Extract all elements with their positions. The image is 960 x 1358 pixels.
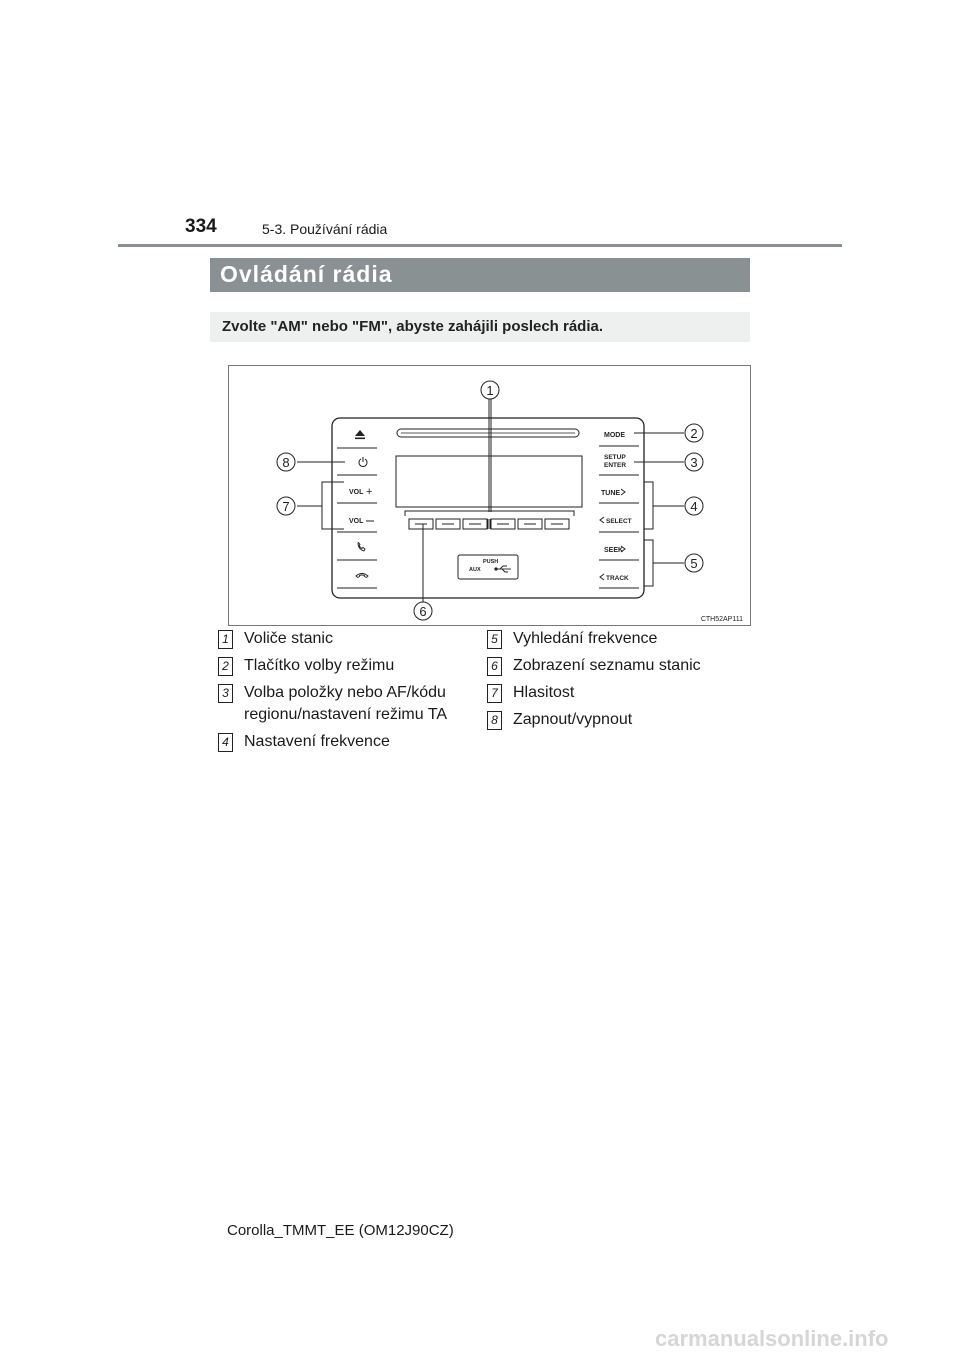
track-button-label: TRACK [606, 575, 629, 582]
select-button-label: SELECT [606, 518, 632, 525]
svg-text:5: 5 [690, 556, 698, 571]
section-title-bar [210, 258, 750, 292]
callout-7 [277, 497, 295, 515]
power-icon [359, 457, 367, 466]
vol-plus-label: VOL [349, 489, 364, 496]
svg-text:7: 7 [282, 499, 290, 514]
callout-6 [414, 602, 432, 620]
chevron-left-icon [600, 517, 604, 523]
instruction-text: Zvolte "AM" nebo "FM", abyste zahájili poslech rádia. [222, 318, 604, 335]
page-number: 334 [185, 216, 217, 237]
callout-2 [685, 424, 703, 442]
plus-icon: + [366, 486, 373, 498]
callout-5 [685, 554, 703, 572]
callout-3 [685, 453, 703, 471]
svg-text:1: 1 [486, 383, 494, 398]
push-label: PUSH [483, 559, 499, 565]
svg-text:6: 6 [419, 604, 427, 619]
aux-label: AUX [469, 567, 481, 573]
footer-text: Corolla_TMMT_EE (OM12J90CZ) [227, 1222, 454, 1239]
enter-button-label: ENTER [604, 462, 627, 469]
breadcrumb: 5-3. Používání rádia [262, 221, 388, 237]
svg-text:8: 8 [282, 455, 290, 470]
svg-text:4: 4 [690, 499, 698, 514]
callout-8 [277, 453, 295, 471]
vol-minus-label: VOL [349, 518, 364, 525]
figure-code: CTH52AP111 [700, 616, 743, 623]
header-divider [118, 244, 842, 247]
phone-hangup-icon [356, 574, 368, 578]
svg-text:3: 3 [690, 455, 698, 470]
tune-button-label: TUNE [601, 490, 621, 497]
phone-pickup-icon [358, 543, 365, 552]
radio-unit-outline [332, 418, 644, 598]
svg-text:2: 2 [690, 426, 698, 441]
callout-4 [685, 497, 703, 515]
radio-panel-diagram [229, 366, 750, 625]
radio-panel-figure [228, 365, 751, 626]
eject-icon [355, 430, 365, 439]
seek-button-label: SEEK [604, 547, 624, 554]
callout-1 [481, 381, 499, 399]
section-title: Ovládání rádia [220, 261, 393, 287]
usb-icon [495, 566, 511, 572]
instruction-bar [210, 312, 750, 342]
setup-button-label: SETUP [604, 454, 626, 461]
callout-leaders [297, 399, 684, 602]
mode-button-label: MODE [604, 432, 625, 439]
preset-buttons [405, 511, 574, 529]
chevron-left-icon [600, 574, 604, 580]
watermark: carmanualsonline.info [655, 1326, 889, 1351]
chevron-right-icon [621, 489, 625, 495]
